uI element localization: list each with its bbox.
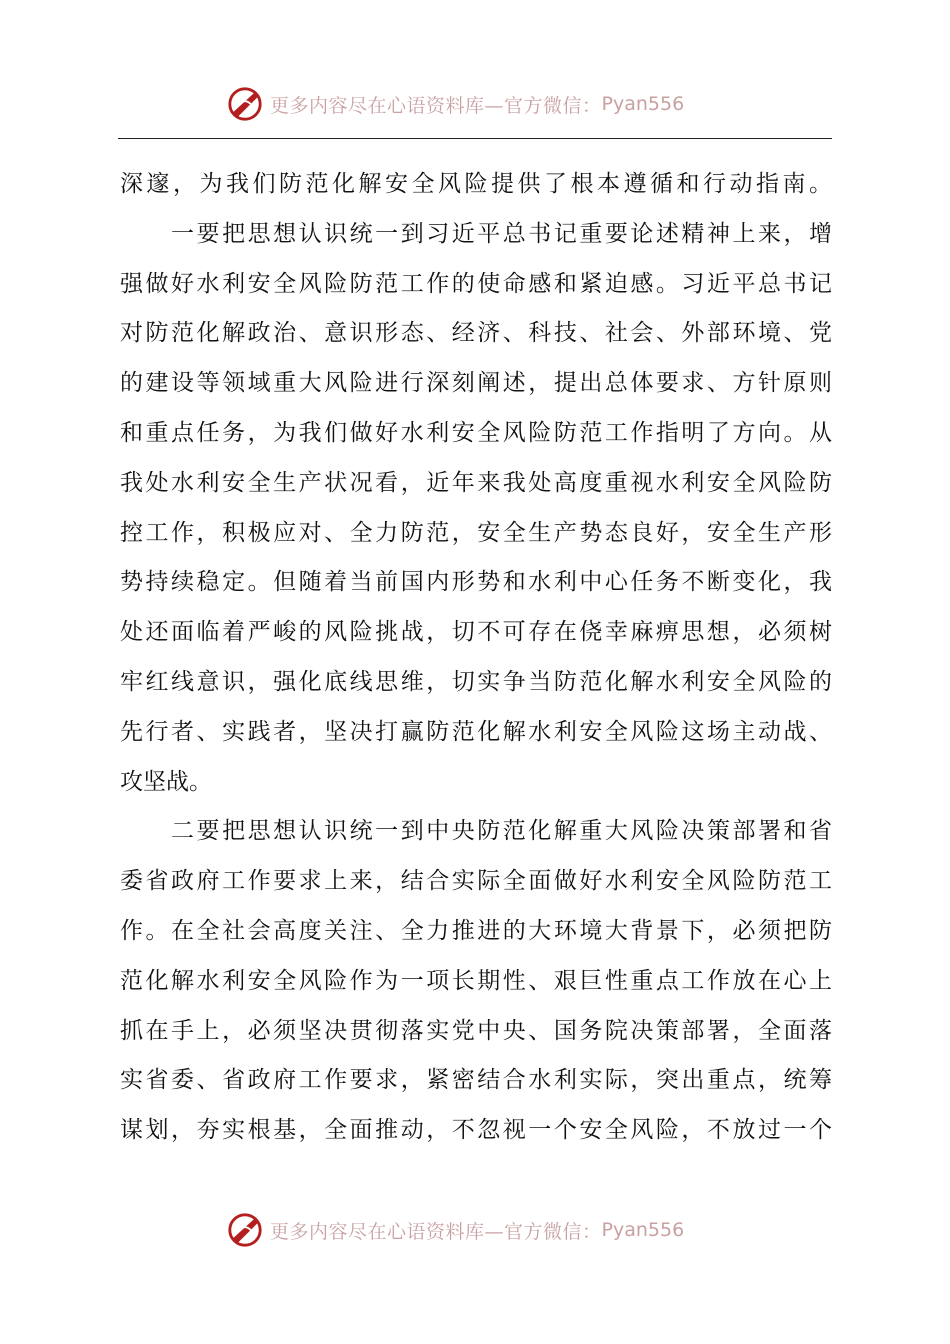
text-line: 和重点任务，为我们做好水利安全风险防范工作指明了方向。从 xyxy=(120,419,832,446)
text-line: 强做好水利安全风险防范工作的使命感和紧迫感。习近平总书记 xyxy=(120,270,832,297)
header-wechat-id: Pyan556 xyxy=(601,93,685,115)
text-line: 我处水利安全生产状况看，近年来我处高度重视水利安全风险防 xyxy=(120,469,832,496)
text-line: 作。在全社会高度关注、全力推进的大环境大背景下，必须把防 xyxy=(120,917,832,944)
header-banner-text: 更多内容尽在心语资料库—官方微信： xyxy=(270,94,602,117)
text-line: 抓在手上，必须坚决贯彻落实党中央、国务院决策部署，全面落 xyxy=(120,1017,832,1044)
text-line: 牢红线意识，强化底线思维，切实争当防范化解水利安全风险的 xyxy=(120,668,832,695)
text-line: 对防范化解政治、意识形态、经济、科技、社会、外部环境、党 xyxy=(120,320,832,347)
pen-logo-icon xyxy=(226,1211,264,1249)
text-line: 先行者、实践者，坚决打赢防范化解水利安全风险这场主动战、 xyxy=(120,718,832,745)
text-line: 深邃，为我们防范化解安全风险提供了根本遵循和行动指南。 xyxy=(120,171,832,197)
text-line: 一要把思想认识统一到习近平总书记重要论述精神上来，增 xyxy=(120,220,832,247)
pen-logo-icon xyxy=(226,85,264,123)
footer-banner xyxy=(0,1208,950,1252)
text-line: 处还面临着严峻的风险挑战，切不可存在侥幸麻痹思想，必须树 xyxy=(120,619,832,646)
document-body xyxy=(120,160,832,1156)
text-line: 实省委、省政府工作要求，紧密结合水利实际，突出重点，统筹 xyxy=(120,1067,832,1094)
text-line: 的建设等领域重大风险进行深刻阐述，提出总体要求、方针原则 xyxy=(120,370,832,397)
text-line: 二要把思想认识统一到中央防范化解重大风险决策部署和省 xyxy=(120,818,832,845)
header-divider xyxy=(118,138,832,139)
text-line: 委省政府工作要求上来，结合实际全面做好水利安全风险防范工 xyxy=(120,868,832,895)
text-line: 谋划，夯实根基，全面推动，不忽视一个安全风险，不放过一个 xyxy=(120,1117,832,1144)
text-line: 势持续稳定。但随着当前国内形势和水利中心任务不断变化，我 xyxy=(120,569,832,596)
text-line: 范化解水利安全风险作为一项长期性、艰巨性重点工作放在心上 xyxy=(120,967,832,994)
text-line: 控工作，积极应对、全力防范，安全生产势态良好，安全生产形 xyxy=(120,519,832,546)
header-banner xyxy=(0,82,950,126)
text-line: 攻坚战。 xyxy=(120,768,212,795)
footer-wechat-id: Pyan556 xyxy=(601,1219,685,1241)
footer-banner-text: 更多内容尽在心语资料库—官方微信： xyxy=(270,1220,602,1243)
